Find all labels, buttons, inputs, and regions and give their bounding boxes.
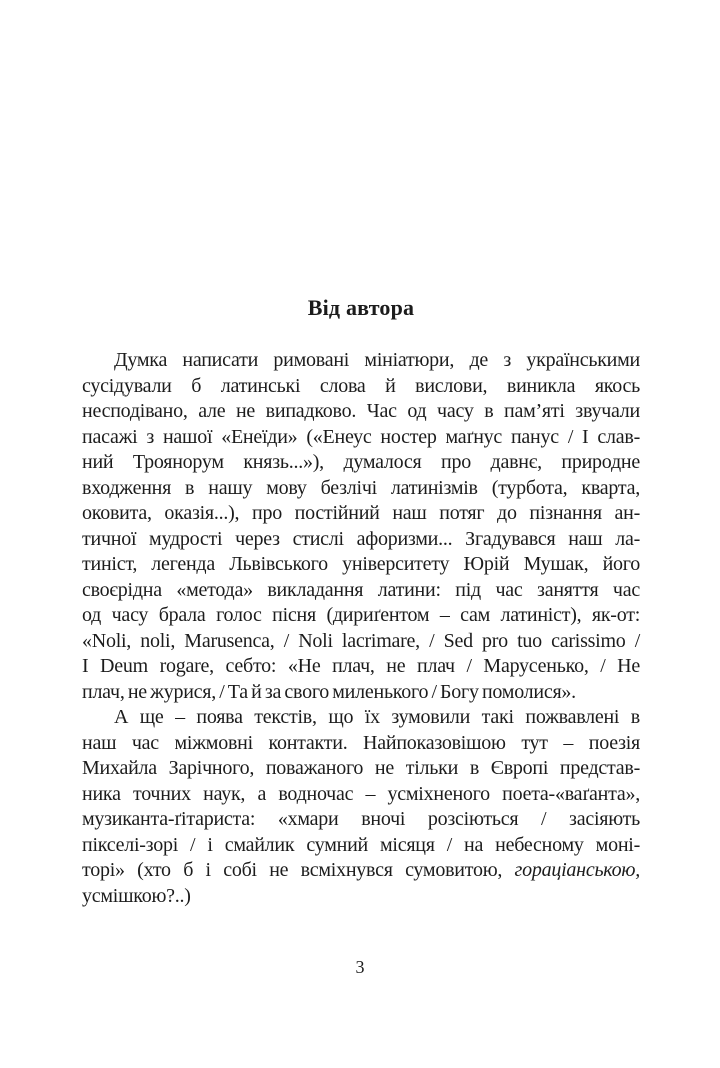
page-title: Від автора bbox=[307, 295, 415, 320]
text-line: музиканта-ґітариста: «хмари вночі розсіються / засіяють bbox=[82, 808, 640, 830]
text-line: ний Троянорум князь...»), думалося про давнє, природне bbox=[82, 451, 640, 473]
text-line: ника точних наук, а водночас – усміхненого поета-«ваґанта», bbox=[82, 782, 640, 805]
text-line: тичної мудрості через стислі афоризми... Згадувався наш ла- bbox=[82, 527, 640, 550]
text-line: тиніст, легенда Львівського університету Юрій Мушак, його bbox=[82, 553, 640, 575]
text-line: несподівано, але не випадково. Час од часу в пам’яті звучали bbox=[82, 400, 640, 422]
text-line: своєрідна «метода» викладання латини: під час заняття час bbox=[82, 578, 640, 601]
text-line: усмішкою?..) bbox=[82, 884, 191, 907]
text-line: Михайла Зарічного, поважаного не тільки в Європі представ- bbox=[82, 757, 640, 779]
text-line: наш час міжмовні контакти. Найпоказовішою тут – поезія bbox=[82, 731, 640, 754]
text-line: «Noli, noli, Marusenca, / Noli lacrimare, / Sed pro tuo carissimo / bbox=[82, 629, 640, 652]
text-line: входження в нашу мову безлічі латинізмів (турбота, кварта, bbox=[82, 476, 640, 499]
text-line: I Deum rogare, себто: «Не плач, не плач / Марусенько, / Не bbox=[82, 655, 640, 677]
text-line: Думка написати римовані мініатюри, де з українськими bbox=[114, 349, 640, 371]
text-line: пікселі-зорі / і смайлик сумний місяця / на небесному моні- bbox=[82, 833, 640, 856]
page-number: 3 bbox=[355, 957, 365, 977]
body-text bbox=[82, 348, 640, 909]
text-line: сусідували б латинські слова й вислови, виникла якось bbox=[82, 374, 640, 397]
text-line: оковита, оказія...), про постійний наш потяг до пізнання ан- bbox=[82, 502, 640, 524]
text-line: плач, не журися, / Та й за свого миленького / Богу помолися». bbox=[82, 680, 576, 703]
text-line: А ще – поява текстів, що їх зумовили такі пожвавлені в bbox=[114, 706, 640, 728]
text-block bbox=[82, 294, 640, 909]
text-line: торі» (хто б і собі не всміхнувся сумовитою, гораціанською, bbox=[82, 859, 640, 881]
text-line: пасажі з нашої «Енеїди» («Енеус ностер маґнус панус / І слав- bbox=[82, 425, 640, 448]
text-line: од часу брала голос пісня (дириґентом – сам латиніст), як-от: bbox=[82, 604, 640, 626]
